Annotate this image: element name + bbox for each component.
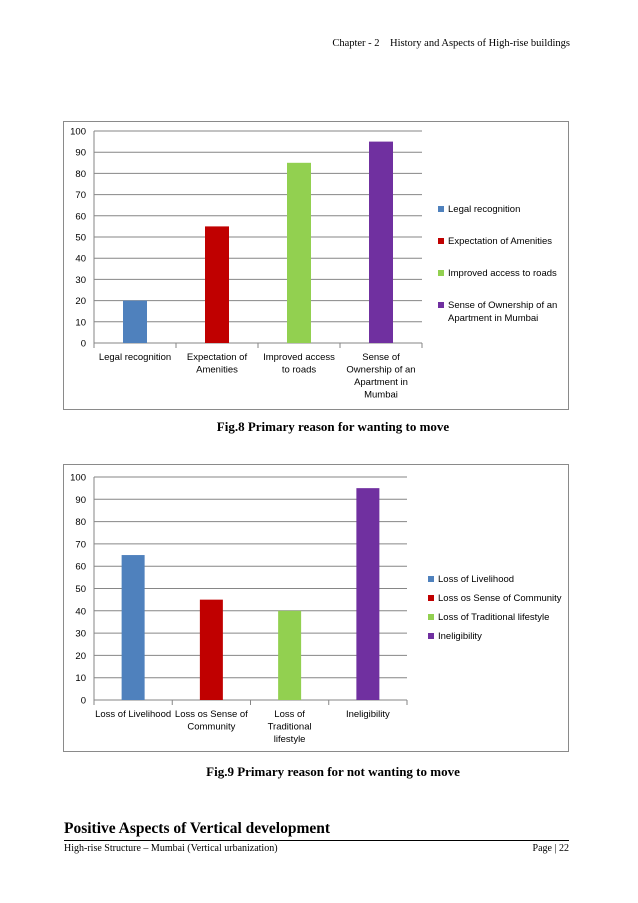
legend-swatch (438, 302, 444, 308)
legend-swatch (438, 238, 444, 244)
legend-label: Loss of Traditional lifestyle (438, 612, 550, 623)
x-tick-label: Legal recognition (98, 352, 172, 363)
legend-label: Loss of Livelihood (438, 574, 515, 585)
bar (369, 142, 393, 343)
bar (122, 555, 145, 700)
chart-primary-reason-to-move (63, 121, 569, 410)
bar (123, 301, 147, 343)
legend-label: Loss os Sense of Community (438, 593, 562, 604)
x-tick-label: Loss of (274, 709, 305, 720)
y-tick-label: 90 (75, 494, 86, 506)
legend-label: Improved access to roads (448, 268, 557, 279)
y-tick-label: 0 (80, 695, 86, 707)
figure-9-caption: Fig.9 Primary reason for not wanting to move (206, 764, 460, 779)
y-tick-label: 40 (75, 606, 86, 618)
x-tick-label: Amenities (196, 364, 238, 376)
x-tick-label: Improved access (263, 352, 335, 363)
bar (200, 600, 223, 700)
x-tick-label: to roads (281, 364, 317, 376)
y-tick-label: 80 (75, 168, 86, 180)
y-tick-label: 30 (75, 274, 86, 286)
y-tick-label: 50 (75, 584, 86, 595)
y-tick-label: 50 (75, 232, 86, 244)
x-tick-label: Loss os Sense of (174, 709, 248, 720)
legend-label: Expectation of Amenities (448, 236, 553, 247)
x-tick-label: Mumbai (364, 389, 398, 401)
legend-label: Apartment in Mumbai (448, 313, 539, 324)
legend-swatch (428, 595, 434, 601)
page-header: Chapter - 2 History and Aspects of High-rise buildings (332, 38, 570, 49)
bar (278, 611, 301, 700)
section-title: Positive Aspects of Vertical development (64, 820, 331, 837)
y-tick-label: 60 (75, 561, 86, 573)
y-tick-label: 80 (75, 517, 86, 529)
legend-swatch (438, 270, 444, 276)
x-tick-label: Community (187, 721, 236, 733)
y-tick-label: 90 (75, 147, 86, 159)
legend-label: Ineligibility (438, 631, 482, 642)
figure-8-caption: Fig.8 Primary reason for wanting to move (216, 419, 450, 434)
x-tick-label: Traditional (267, 721, 312, 733)
bar-chart-svg (64, 465, 568, 751)
legend-label: Sense of Ownership of an (448, 300, 558, 311)
y-tick-label: 20 (75, 296, 86, 308)
bar (356, 488, 379, 700)
footer-divider (64, 840, 569, 841)
chart-primary-reason-not-to-move (63, 464, 569, 752)
y-tick-label: 70 (75, 190, 86, 202)
legend-label: Legal recognition (448, 204, 521, 215)
bar (287, 163, 311, 343)
x-tick-label: Apartment in (354, 377, 408, 388)
x-tick-label: Loss of Livelihood (95, 709, 172, 720)
y-tick-label: 40 (75, 253, 86, 265)
legend-swatch (438, 206, 444, 212)
y-tick-label: 70 (75, 539, 86, 551)
legend-swatch (428, 614, 434, 620)
y-tick-label: 60 (75, 211, 86, 223)
footer-document-title: High-rise Structure – Mumbai (Vertical urbanization) (64, 843, 278, 854)
bar-chart-svg (64, 122, 568, 409)
y-tick-label: 10 (75, 673, 86, 685)
y-tick-label: 100 (70, 126, 86, 138)
x-tick-label: Ownership of an (346, 364, 416, 376)
y-tick-label: 10 (75, 317, 86, 329)
x-tick-label: lifestyle (273, 734, 306, 745)
bar (205, 226, 229, 343)
x-tick-label: Expectation of (186, 352, 248, 363)
x-tick-label: Ineligibility (345, 709, 390, 720)
y-tick-label: 20 (75, 650, 86, 662)
footer-page-number: Page | 22 (532, 843, 569, 854)
y-tick-label: 30 (75, 628, 86, 640)
y-tick-label: 100 (70, 472, 86, 484)
x-tick-label: Sense of (362, 352, 400, 363)
legend-swatch (428, 576, 434, 582)
legend-swatch (428, 633, 434, 639)
y-tick-label: 0 (80, 338, 86, 350)
